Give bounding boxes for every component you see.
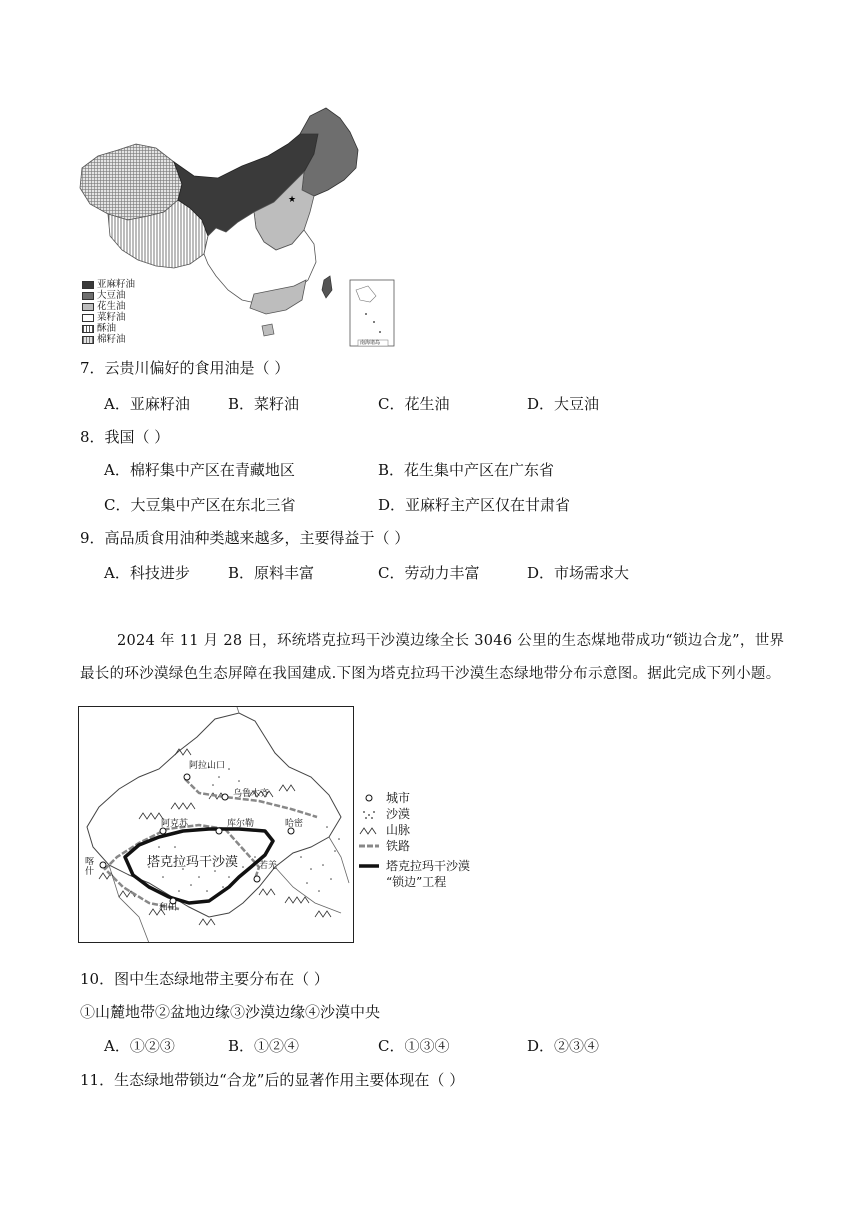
map1-legend [82,279,135,345]
desert-label: 塔克拉玛干沙漠 [147,855,239,870]
place-aksu: 阿克苏 [161,819,189,829]
legend-desert-label: 沙漠 [386,807,411,821]
passage-line-1: 2024 年 11 月 28 日，环统塔克拉玛干沙漠边缘全长 3046 公里的生态煤地带成功“锁边合龙”，世界 [117,633,785,649]
legend-label: 棉籽油 [97,334,126,345]
place-korla: 库尔勒 [227,819,255,829]
question-7-option-d[interactable]: D．大豆油 [527,395,600,413]
legend-mountain [358,822,470,838]
question-10-option-c[interactable]: C．①③④ [378,1037,450,1055]
question-9-stem: 9．高品质食用油种类越来越多，主要得益于（ ） [80,529,410,547]
desert-icon [358,807,380,821]
inset-label: 南海诸岛 [360,340,381,346]
place-urumqi: 乌鲁木齐 [233,789,270,799]
legend-railway-label: 铁路 [386,839,411,853]
question-11-stem: 11．生态绿地带锁边“合龙”后的显著作用主要体现在（ ） [80,1071,465,1089]
legend-flaxseed [82,279,135,290]
legend-railway [358,838,470,854]
railway-icon [358,839,380,853]
legend-desert [358,806,470,822]
legend-label: 大豆油 [97,290,126,301]
place-kashgar: 喀什 [85,857,95,877]
question-8-stem: 8．我国（ ） [80,428,170,446]
question-9-option-a[interactable]: A．科技进步 [104,564,190,582]
passage-line-2: 最长的环沙漠绿色生态屏障在我国建成.下图为塔克拉玛干沙漠生态绿地带分布示意图。据此完成下列小题。 [80,666,781,682]
question-7-stem: 7．云贵川偏好的食用油是（ ） [80,359,290,377]
place-hotan: 和田 [159,903,178,913]
question-8-option-d[interactable]: D．亚麻籽主产区仅在甘肃省 [378,496,571,514]
legend-soybean [82,290,135,301]
question-10-option-a[interactable]: A．①②③ [104,1037,175,1055]
legend-ghee [82,323,135,334]
china-oil-map [78,104,398,350]
place-ruoqiang: 若羌 [259,861,278,871]
green-belt-line-icon [358,859,380,873]
legend-label: 酥油 [97,323,117,334]
question-8-option-a[interactable]: A．棉籽集中产区在青藏地区 [104,461,295,479]
legend-project [358,858,470,874]
question-10-option-b[interactable]: B．①②④ [228,1037,300,1055]
taklimakan-map-graphic [79,707,354,943]
taklimakan-map-legend [358,790,470,890]
question-10-option-d[interactable]: D．②③④ [527,1037,600,1055]
city-icon [358,791,380,805]
legend-label: 亚麻籽油 [97,279,136,290]
legend-peanut [82,301,135,312]
taklimakan-map [78,706,354,943]
legend-project-cont [358,874,470,890]
question-9-option-c[interactable]: C．劳动力丰富 [378,564,480,582]
question-7-option-b[interactable]: B．菜籽油 [228,395,300,413]
legend-label: 花生油 [97,301,126,312]
legend-swatch [82,325,94,333]
legend-city [358,790,470,806]
legend-swatch [82,336,94,344]
legend-project-label-1: 塔克拉玛干沙漠 [386,859,471,873]
legend-swatch [82,303,94,311]
question-9-option-b[interactable]: B．原料丰富 [228,564,315,582]
legend-swatch [82,314,94,322]
question-9-option-d[interactable]: D．市场需求大 [527,564,630,582]
legend-swatch [82,292,94,300]
question-10-choices: ①山麓地带②盆地边缘③沙漠边缘④沙漠中央 [80,1003,381,1021]
legend-city-label: 城市 [386,791,411,805]
mountain-icon [358,823,380,837]
legend-rapeseed [82,312,135,323]
legend-cottonseed [82,334,135,345]
question-7-option-c[interactable]: C．花生油 [378,395,450,413]
legend-mountain-label: 山脉 [386,823,411,837]
question-7-option-a[interactable]: A．亚麻籽油 [104,395,190,413]
place-alashankou: 阿拉山口 [189,761,226,771]
legend-label: 菜籽油 [97,312,126,323]
question-8-option-c[interactable]: C．大豆集中产区在东北三省 [104,496,296,514]
place-hami: 哈密 [285,819,304,829]
svg-text:★: ★ [288,195,297,205]
legend-swatch [82,281,94,289]
legend-project-label-2: “锁边”工程 [386,875,447,889]
question-10-stem: 10．图中生态绿地带主要分布在（ ） [80,970,329,988]
question-8-option-b[interactable]: B．花生集中产区在广东省 [378,461,555,479]
